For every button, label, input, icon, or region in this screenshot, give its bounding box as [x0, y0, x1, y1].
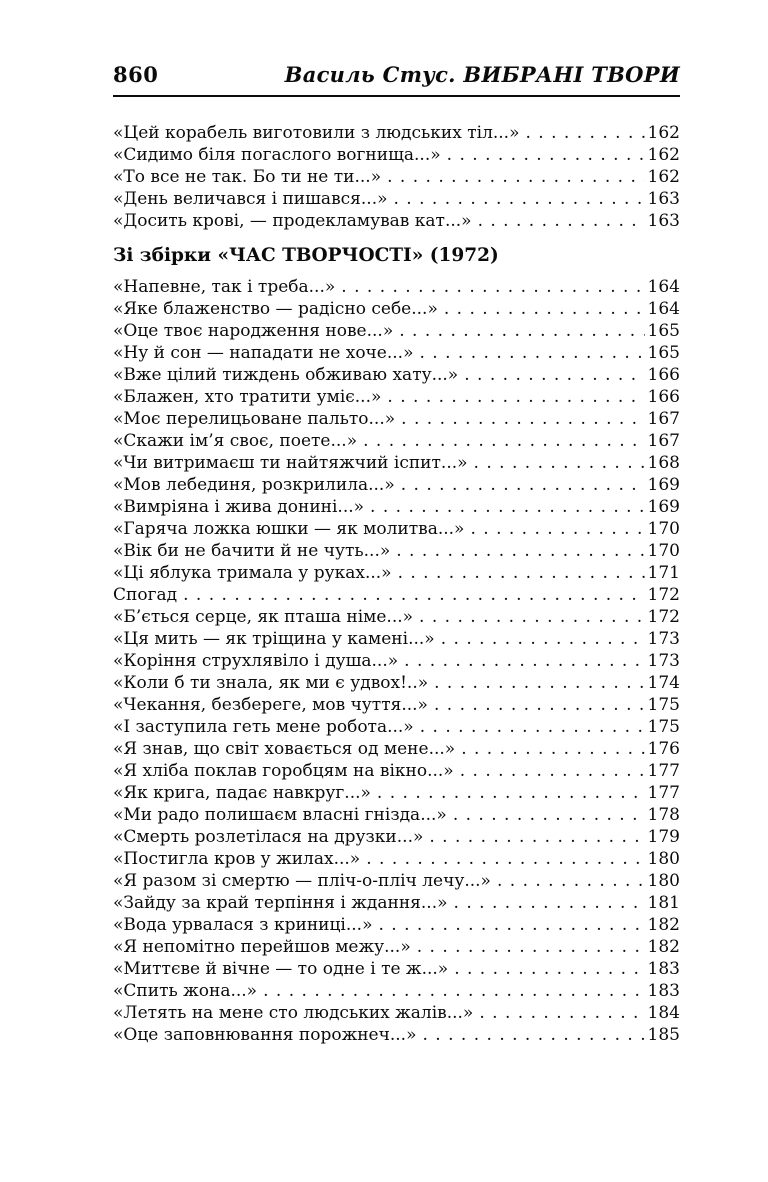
toc-entry-page: 162	[647, 145, 680, 165]
toc-entry	[113, 144, 680, 166]
toc-entry-title: «Б’ється серце, як пташа німе...»	[113, 607, 414, 627]
toc-entry	[113, 584, 680, 606]
dot-leader	[453, 804, 645, 826]
toc-entry-page: 169	[647, 497, 680, 517]
toc-entry-page: 170	[647, 519, 680, 539]
toc-entry	[113, 804, 680, 826]
toc-entry	[113, 298, 680, 320]
toc-entry-page: 172	[647, 585, 680, 605]
dot-leader	[434, 694, 645, 716]
toc-entry-page: 179	[647, 827, 680, 847]
toc-entry-page: 165	[647, 343, 680, 363]
toc-entry-title: «Вимріяна і жива донині...»	[113, 497, 365, 517]
toc-entry-page: 180	[647, 871, 680, 891]
toc-entry-page: 167	[647, 431, 680, 451]
running-title: Василь Стус. ВИБРАНІ ТВОРИ	[284, 62, 680, 87]
toc-entry	[113, 386, 680, 408]
toc-entry-page: 171	[647, 563, 680, 583]
dot-leader	[464, 364, 644, 386]
toc-entry-page: 162	[647, 123, 680, 143]
toc-entry-title: «Ці яблука тримала у руках...»	[113, 563, 392, 583]
toc-entry	[113, 166, 680, 188]
toc-entry-page: 173	[647, 629, 680, 649]
dot-leader	[419, 606, 645, 628]
toc-entry-page: 162	[647, 167, 680, 187]
toc-entry-page: 164	[647, 277, 680, 297]
toc-entry-page: 174	[647, 673, 680, 693]
dot-leader	[378, 914, 644, 936]
toc-entry-page: 165	[647, 321, 680, 341]
toc-entry-page: 172	[647, 607, 680, 627]
toc-entry-title: «Оце твоє народження нове...»	[113, 321, 394, 341]
toc-entry	[113, 188, 680, 210]
toc-entry	[113, 210, 680, 232]
toc-entry-title: «І заступила геть мене робота...»	[113, 717, 414, 737]
dot-leader	[474, 452, 645, 474]
toc-entry	[113, 716, 680, 738]
dot-leader	[429, 826, 644, 848]
toc-entry-page: 178	[647, 805, 680, 825]
toc-entry	[113, 760, 680, 782]
toc-entry-title: «Летять на мене сто людських жалів...»	[113, 1003, 474, 1023]
toc-entry	[113, 364, 680, 386]
toc-entry-title: «Цей корабель виготовили з людських тіл...»	[113, 123, 520, 143]
toc-entry-title: «Зайду за край терпіння і ждання...»	[113, 893, 448, 913]
page-number: 860	[113, 62, 159, 87]
toc-entry	[113, 122, 680, 144]
dot-leader	[341, 276, 644, 298]
toc-entry-page: 163	[647, 211, 680, 231]
toc-entry-page: 168	[647, 453, 680, 473]
toc-entry-title: «Моє перелицьоване пальто...»	[113, 409, 396, 429]
toc-entry	[113, 672, 680, 694]
toc-entry-title: «Мов лебединя, розкрилила...»	[113, 475, 395, 495]
toc-entry	[113, 496, 680, 518]
dot-leader	[422, 1024, 644, 1046]
toc-entry-title: «Смерть розлетілася на друзки...»	[113, 827, 424, 847]
toc-entry-title: «День величався і пишався...»	[113, 189, 388, 209]
dot-leader	[183, 584, 644, 606]
dot-leader	[497, 870, 645, 892]
toc-entry-page: 177	[647, 761, 680, 781]
toc-entry	[113, 606, 680, 628]
toc-entry-page: 175	[647, 717, 680, 737]
toc-entry-title: «Досить крові, — продекламував кат...»	[113, 211, 472, 231]
toc-entry-page: 177	[647, 783, 680, 803]
toc-entry	[113, 694, 680, 716]
dot-leader	[401, 474, 645, 496]
toc-entry-page: 166	[647, 365, 680, 385]
toc-entry-title: «Коріння струхлявіло і душа...»	[113, 651, 399, 671]
dot-leader	[460, 760, 645, 782]
toc-entry	[113, 474, 680, 496]
toc-entry	[113, 980, 680, 1002]
toc-entry-title: Спогад	[113, 585, 178, 605]
toc-entry-title: «Як крига, падає навкруг...»	[113, 783, 371, 803]
toc-entry-page: 175	[647, 695, 680, 715]
dot-leader	[444, 298, 645, 320]
toc-entry-title: «Вода урвалася з криниці...»	[113, 915, 373, 935]
dot-leader	[377, 782, 645, 804]
toc-section	[113, 122, 680, 232]
toc-entry-page: 183	[647, 959, 680, 979]
dot-leader	[401, 408, 644, 430]
toc-entry	[113, 848, 680, 870]
toc-entry-title: «Оце заповнювання порожнеч...»	[113, 1025, 417, 1045]
toc-entry-title: «Вже цілий тиждень обживаю хату...»	[113, 365, 459, 385]
toc-entry-page: 167	[647, 409, 680, 429]
toc-entry-title: «Я хліба поклав горобцям на вікно...»	[113, 761, 454, 781]
toc-entry-title: «Яке блаженство — радісно себе...»	[113, 299, 438, 319]
toc-entry	[113, 936, 680, 958]
toc-entry-title: «Я разом зі смертю — пліч-о-пліч лечу...»	[113, 871, 491, 891]
toc-entry-page: 185	[647, 1025, 680, 1045]
dot-leader	[479, 1002, 644, 1024]
toc-entry	[113, 562, 680, 584]
toc-entry-page: 173	[647, 651, 680, 671]
dot-leader	[441, 628, 645, 650]
dot-leader	[387, 386, 644, 408]
toc-entry	[113, 892, 680, 914]
toc-entry	[113, 650, 680, 672]
dot-leader	[461, 738, 644, 760]
toc-entry-title: «Я непомітно перейшов межу...»	[113, 937, 411, 957]
toc-entry-page: 170	[647, 541, 680, 561]
toc-entry-title: «Миттєве й вічне — то одне і те ж...»	[113, 959, 449, 979]
toc-entry-page: 181	[647, 893, 680, 913]
toc-entry	[113, 782, 680, 804]
dot-leader	[396, 540, 644, 562]
dot-leader	[526, 122, 645, 144]
toc-entry	[113, 870, 680, 892]
dot-leader	[447, 144, 645, 166]
toc-entry-title: «Скажи ім’я своє, поете...»	[113, 431, 358, 451]
toc-entry	[113, 342, 680, 364]
table-of-contents	[113, 122, 680, 1046]
toc-entry	[113, 518, 680, 540]
section-heading: Зі збірки «ЧАС ТВОРЧОСТІ» (1972)	[113, 245, 499, 266]
dot-leader	[417, 936, 645, 958]
toc-entry	[113, 826, 680, 848]
dot-leader	[404, 650, 644, 672]
toc-entry	[113, 452, 680, 474]
dot-leader	[454, 958, 644, 980]
toc-entry	[113, 430, 680, 452]
toc-section	[113, 244, 680, 1046]
toc-entry-page: 166	[647, 387, 680, 407]
toc-entry	[113, 1024, 680, 1046]
toc-entry	[113, 408, 680, 430]
toc-entry-title: «Спить жона...»	[113, 981, 258, 1001]
toc-entry-page: 163	[647, 189, 680, 209]
toc-entry	[113, 914, 680, 936]
toc-entry-title: «Чи витримаєш ти найтяжчий іспит...»	[113, 453, 468, 473]
toc-entry	[113, 320, 680, 342]
page-header	[113, 62, 680, 97]
toc-entry	[113, 738, 680, 760]
toc-entry	[113, 628, 680, 650]
dot-leader	[399, 320, 644, 342]
toc-entry-page: 182	[647, 937, 680, 957]
dot-leader	[394, 188, 645, 210]
toc-entry-page: 180	[647, 849, 680, 869]
dot-leader	[263, 980, 644, 1002]
dot-leader	[478, 210, 645, 232]
toc-entry-title: «Ну й сон — нападати не хоче...»	[113, 343, 414, 363]
toc-entry-title: «Я знав, що світ ховається од мене...»	[113, 739, 456, 759]
dot-leader	[363, 430, 644, 452]
dot-leader	[387, 166, 644, 188]
toc-entry	[113, 958, 680, 980]
dot-leader	[366, 848, 644, 870]
toc-entry-title: «Вік би не бачити й не чуть...»	[113, 541, 391, 561]
dot-leader	[434, 672, 644, 694]
toc-entry-page: 164	[647, 299, 680, 319]
toc-entry-title: «Блажен, хто тратити уміє...»	[113, 387, 382, 407]
toc-entry-title: «Постигла кров у жилах...»	[113, 849, 361, 869]
toc-entry	[113, 1002, 680, 1024]
toc-entry-page: 182	[647, 915, 680, 935]
toc-entry-title: «Ця мить — як тріщина у камені...»	[113, 629, 435, 649]
toc-entry-title: «Гаряча ложка юшки — як молитва...»	[113, 519, 465, 539]
dot-leader	[419, 342, 644, 364]
dot-leader	[420, 716, 645, 738]
toc-entry-title: «Ми радо полишаєм власні гнізда...»	[113, 805, 447, 825]
dot-leader	[470, 518, 644, 540]
toc-entry-title: «То все не так. Бо ти не ти...»	[113, 167, 382, 187]
dot-leader	[454, 892, 645, 914]
dot-leader	[398, 562, 645, 584]
toc-entry-title: «Коли б ти знала, як ми є удвох!..»	[113, 673, 429, 693]
dot-leader	[370, 496, 645, 518]
toc-entry	[113, 276, 680, 298]
toc-entry-title: «Напевне, так і треба...»	[113, 277, 336, 297]
toc-entry-page: 176	[647, 739, 680, 759]
toc-entry-page: 184	[647, 1003, 680, 1023]
toc-entry-title: «Чекання, безбереге, мов чуття...»	[113, 695, 428, 715]
toc-entry-page: 169	[647, 475, 680, 495]
toc-entry	[113, 540, 680, 562]
toc-entry-page: 183	[647, 981, 680, 1001]
toc-entry-title: «Сидимо біля погаслого вогнища...»	[113, 145, 441, 165]
